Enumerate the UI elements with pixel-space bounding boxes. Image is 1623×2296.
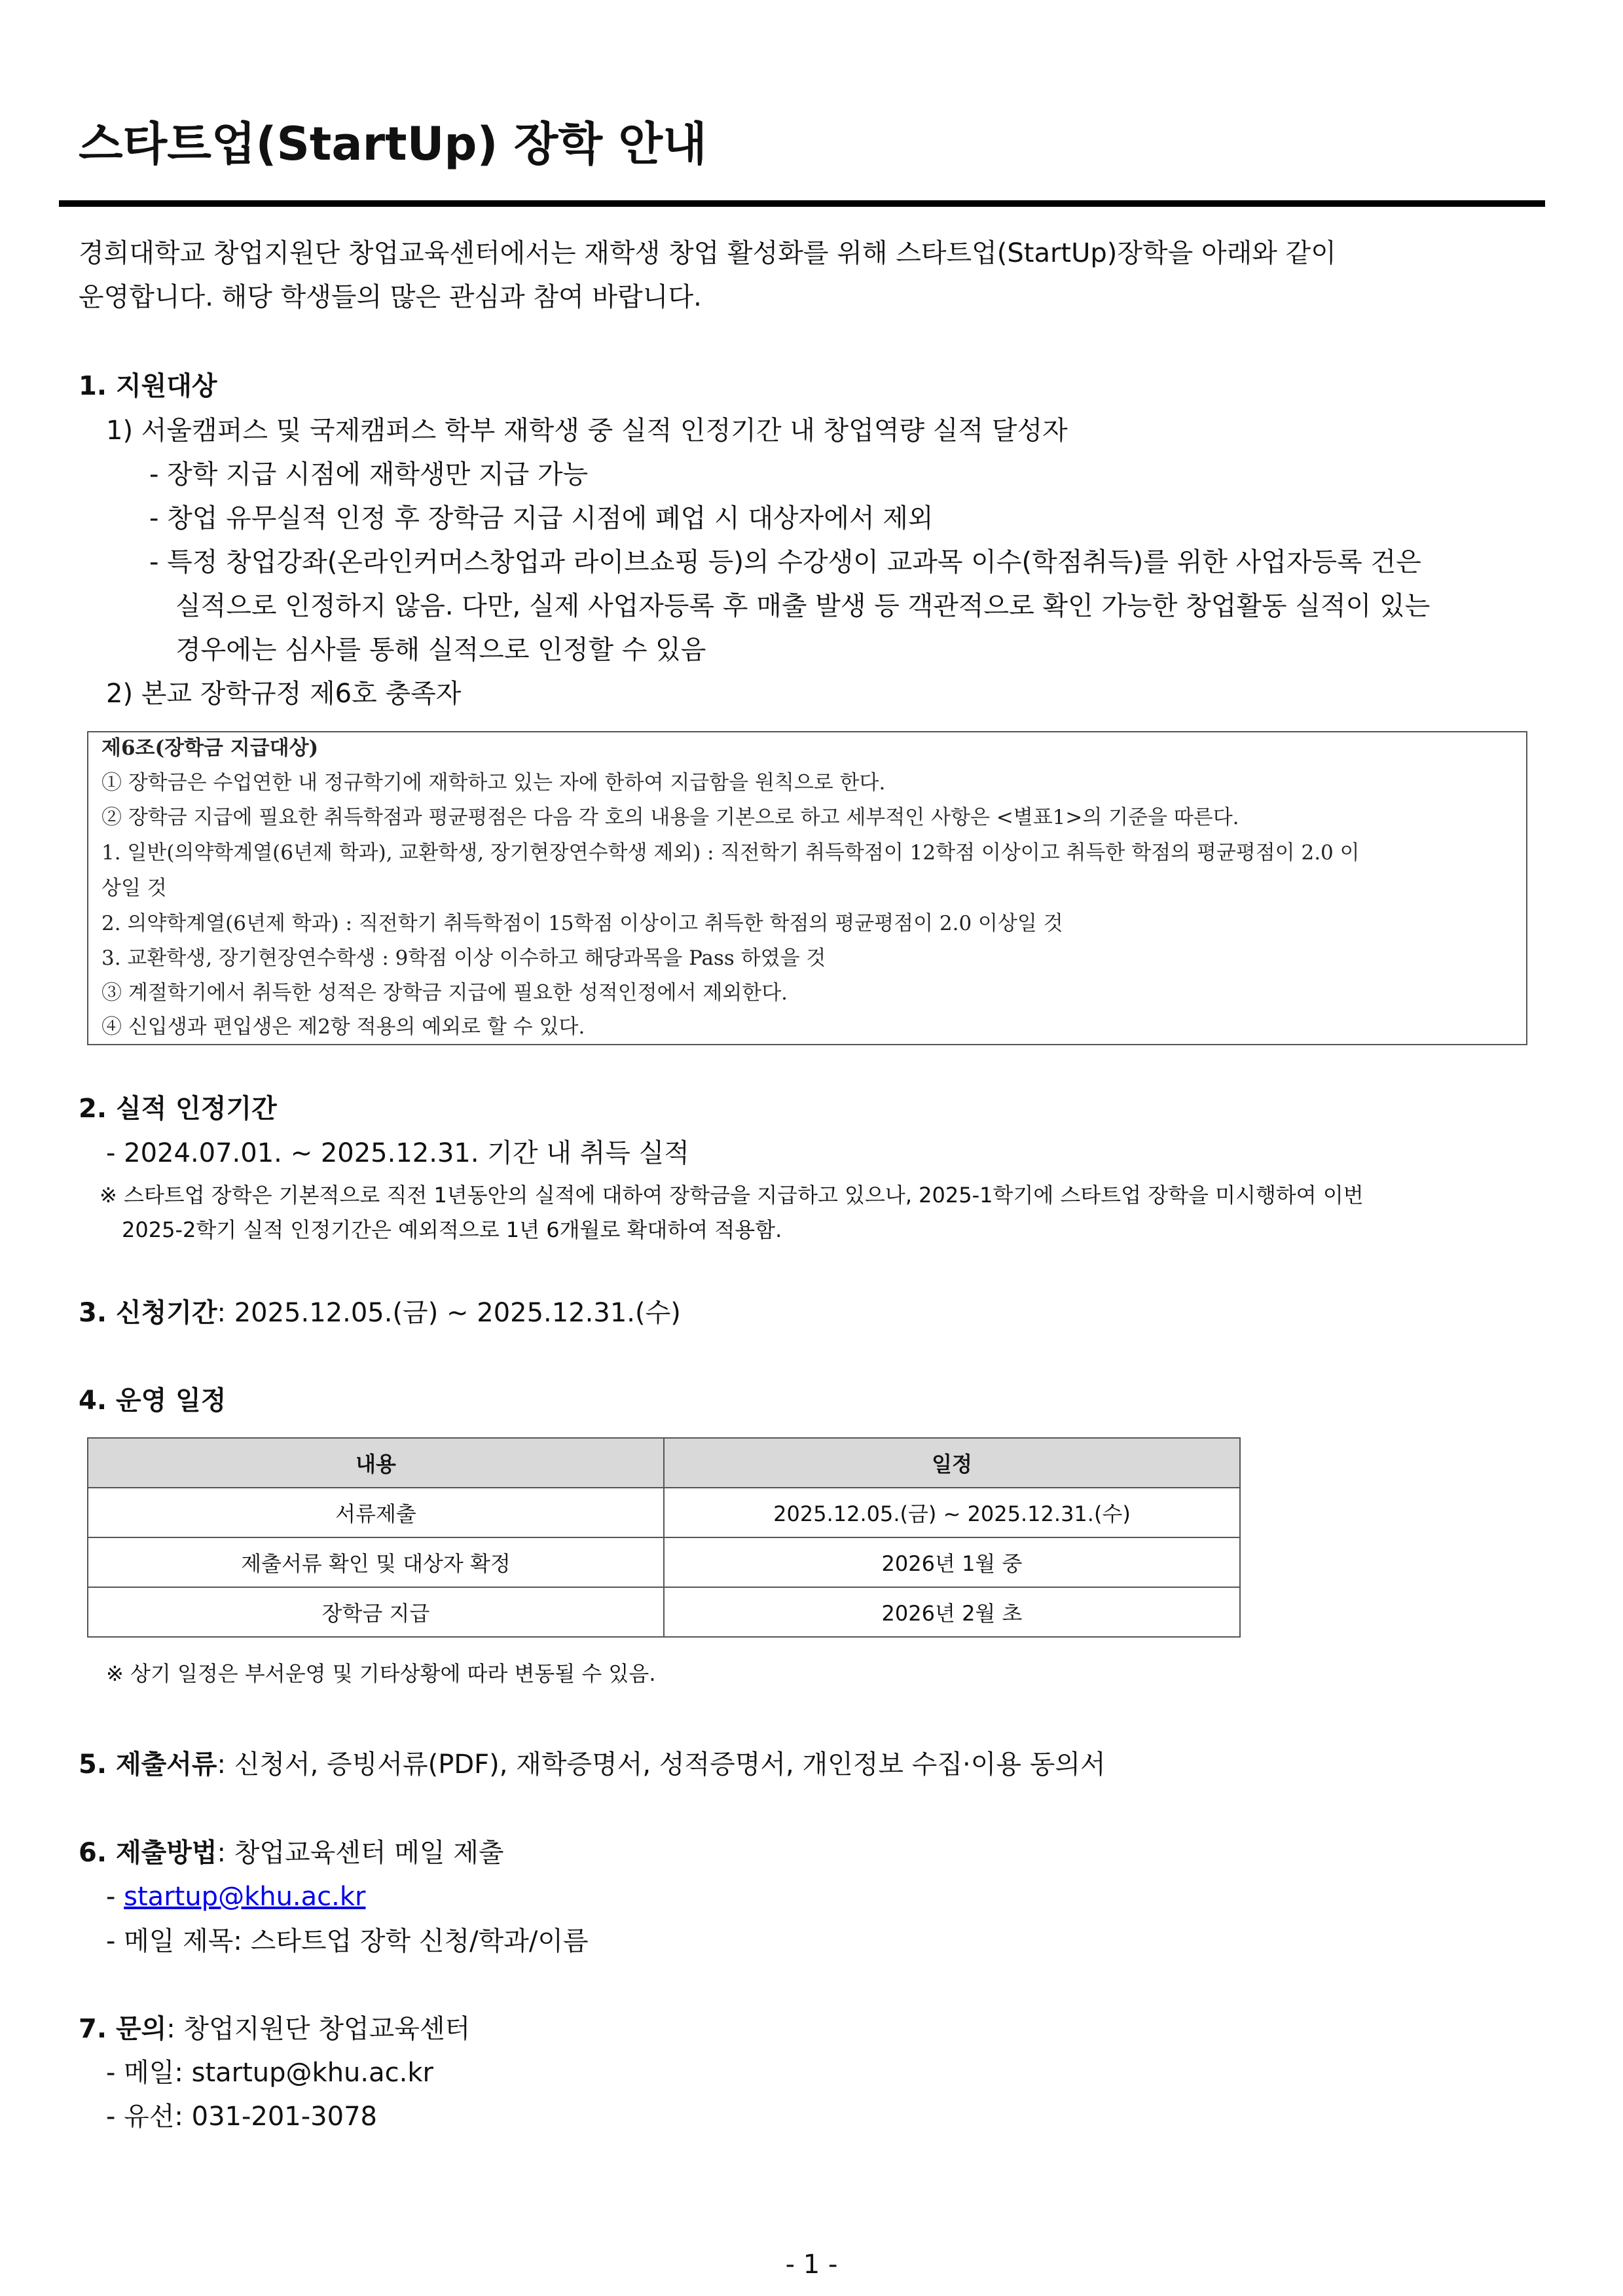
section-7-phone: - 유선: 031-201-3078 <box>106 2102 377 2132</box>
section-1-item-1: 1) 서울캠퍼스 및 국제캠퍼스 학부 재학생 중 실적 인정기간 내 창업역량 실적 달성자 <box>106 416 1068 446</box>
intro-line-2: 운영합니다. 해당 학생들의 많은 관심과 참여 바랍니다. <box>79 282 702 312</box>
section-2-heading: 2. 실적 인정기간 <box>79 1094 277 1124</box>
regulation-line: ③ 계절학기에서 취득한 성적은 장학금 지급에 필요한 성적인정에서 제외한다. <box>101 981 788 1005</box>
section-1-heading: 1. 지원대상 <box>79 371 217 401</box>
email-link[interactable]: startup@khu.ac.kr <box>124 1882 366 1912</box>
section-1-bullet-3-line-2: 실적으로 인정하지 않음. 다만, 실제 사업자등록 후 매출 발생 등 객관적으로 확인 가능한 창업활동 실적이 있는 <box>175 591 1431 621</box>
table-row <box>88 1587 1240 1637</box>
section-1-bullet-1: - 장학 지급 시점에 재학생만 지급 가능 <box>149 459 589 490</box>
section-1-bullet-2: - 창업 유무실적 인정 후 장학금 지급 시점에 폐업 시 대상자에서 제외 <box>149 503 934 533</box>
regulation-line: ④ 신입생과 편입생은 제2항 적용의 예외로 할 수 있다. <box>101 1015 585 1039</box>
table-row <box>88 1537 1240 1587</box>
regulation-line: 3. 교환학생, 장기현장연수학생 : 9학점 이상 이수하고 해당과목을 Pass 하였을 것 <box>101 946 826 970</box>
regulation-line: 2. 의약학계열(6년제 학과) : 직전학기 취득학점이 15학점 이상이고 취득한 학점의 평균평점이 2.0 이상일 것 <box>101 912 1063 935</box>
title-divider <box>59 200 1545 207</box>
regulation-box <box>87 731 1527 1045</box>
section-6-subject: - 메일 제목: 스타트업 장학 신청/학과/이름 <box>106 1926 589 1956</box>
section-6-method: 6. 제출방법: 창업교육센터 메일 제출 <box>79 1838 504 1868</box>
intro-line-1: 경희대학교 창업지원단 창업교육센터에서는 재학생 창업 활성화를 위해 스타트업(StartUp)장학을 아래와 같이 <box>79 238 1336 268</box>
regulation-line: 상일 것 <box>101 876 167 900</box>
section-4-note: ※ 상기 일정은 부서운영 및 기타상황에 따라 변동될 수 있음. <box>106 1661 656 1686</box>
table-header-content: 내용 <box>88 1438 664 1488</box>
schedule-table <box>87 1437 1241 1638</box>
section-2-note-line-1: ※ 스타트업 장학은 기본적으로 직전 1년동안의 실적에 대하여 장학금을 지급하고 있으나, 2025-1학기에 스타트업 장학을 미시행하여 이번 <box>100 1183 1364 1208</box>
section-7-inquiry: 7. 문의: 창업지원단 창업교육센터 <box>79 2014 471 2044</box>
table-cell: 2025.12.05.(금) ~ 2025.12.31.(수) <box>664 1488 1240 1537</box>
section-3-application-period: 3. 신청기간: 2025.12.05.(금) ~ 2025.12.31.(수) <box>79 1298 681 1328</box>
table-cell: 장학금 지급 <box>88 1587 664 1637</box>
table-cell: 2026년 1월 중 <box>664 1537 1240 1587</box>
section-7-email: - 메일: startup@khu.ac.kr <box>106 2058 433 2088</box>
section-1-bullet-3-line-3: 경우에는 심사를 통해 실적으로 인정할 수 있음 <box>175 635 706 665</box>
regulation-line: ① 장학금은 수업연한 내 정규학기에 재학하고 있는 자에 한하여 지급함을 원칙으로 한다. <box>101 771 886 795</box>
page-title: 스타트업(StartUp) 장학 안내 <box>79 117 707 171</box>
table-cell: 제출서류 확인 및 대상자 확정 <box>88 1537 664 1587</box>
regulation-line: ② 장학금 지급에 필요한 취득학점과 평균평점은 다음 각 호의 내용을 기본으로 하고 세부적인 사항은 <별표1>의 기준을 따른다. <box>101 806 1239 829</box>
section-6-email-line: - startup@khu.ac.kr <box>106 1882 366 1912</box>
page-number: - 1 - <box>785 2250 838 2280</box>
table-header-schedule: 일정 <box>664 1438 1240 1488</box>
table-row <box>88 1488 1240 1537</box>
section-5-documents: 5. 제출서류: 신청서, 증빙서류(PDF), 재학증명서, 성적증명서, 개인정보 수집·이용 동의서 <box>79 1749 1106 1780</box>
section-4-heading: 4. 운영 일정 <box>79 1386 227 1416</box>
regulation-line: 1. 일반(의약학계열(6년제 학과), 교환학생, 장기현장연수학생 제외) : 직전학기 취득학점이 12학점 이상이고 취득한 학점의 평균평점이 2.0 이 <box>101 841 1360 865</box>
section-1-bullet-3-line-1: - 특정 창업강좌(온라인커머스창업과 라이브쇼핑 등)의 수강생이 교과목 이수(학점취득)를 위한 사업자등록 건은 <box>149 547 1421 577</box>
table-cell: 서류제출 <box>88 1488 664 1537</box>
regulation-title: 제6조(장학금 지급대상) <box>101 736 319 760</box>
table-header-row <box>88 1438 1240 1488</box>
table-cell: 2026년 2월 초 <box>664 1587 1240 1637</box>
section-1-item-2: 2) 본교 장학규정 제6호 충족자 <box>106 679 462 709</box>
section-2-note-line-2: 2025-2학기 실적 인정기간은 예외적으로 1년 6개월로 확대하여 적용함. <box>122 1217 782 1242</box>
section-2-period: - 2024.07.01. ~ 2025.12.31. 기간 내 취득 실적 <box>106 1138 689 1168</box>
